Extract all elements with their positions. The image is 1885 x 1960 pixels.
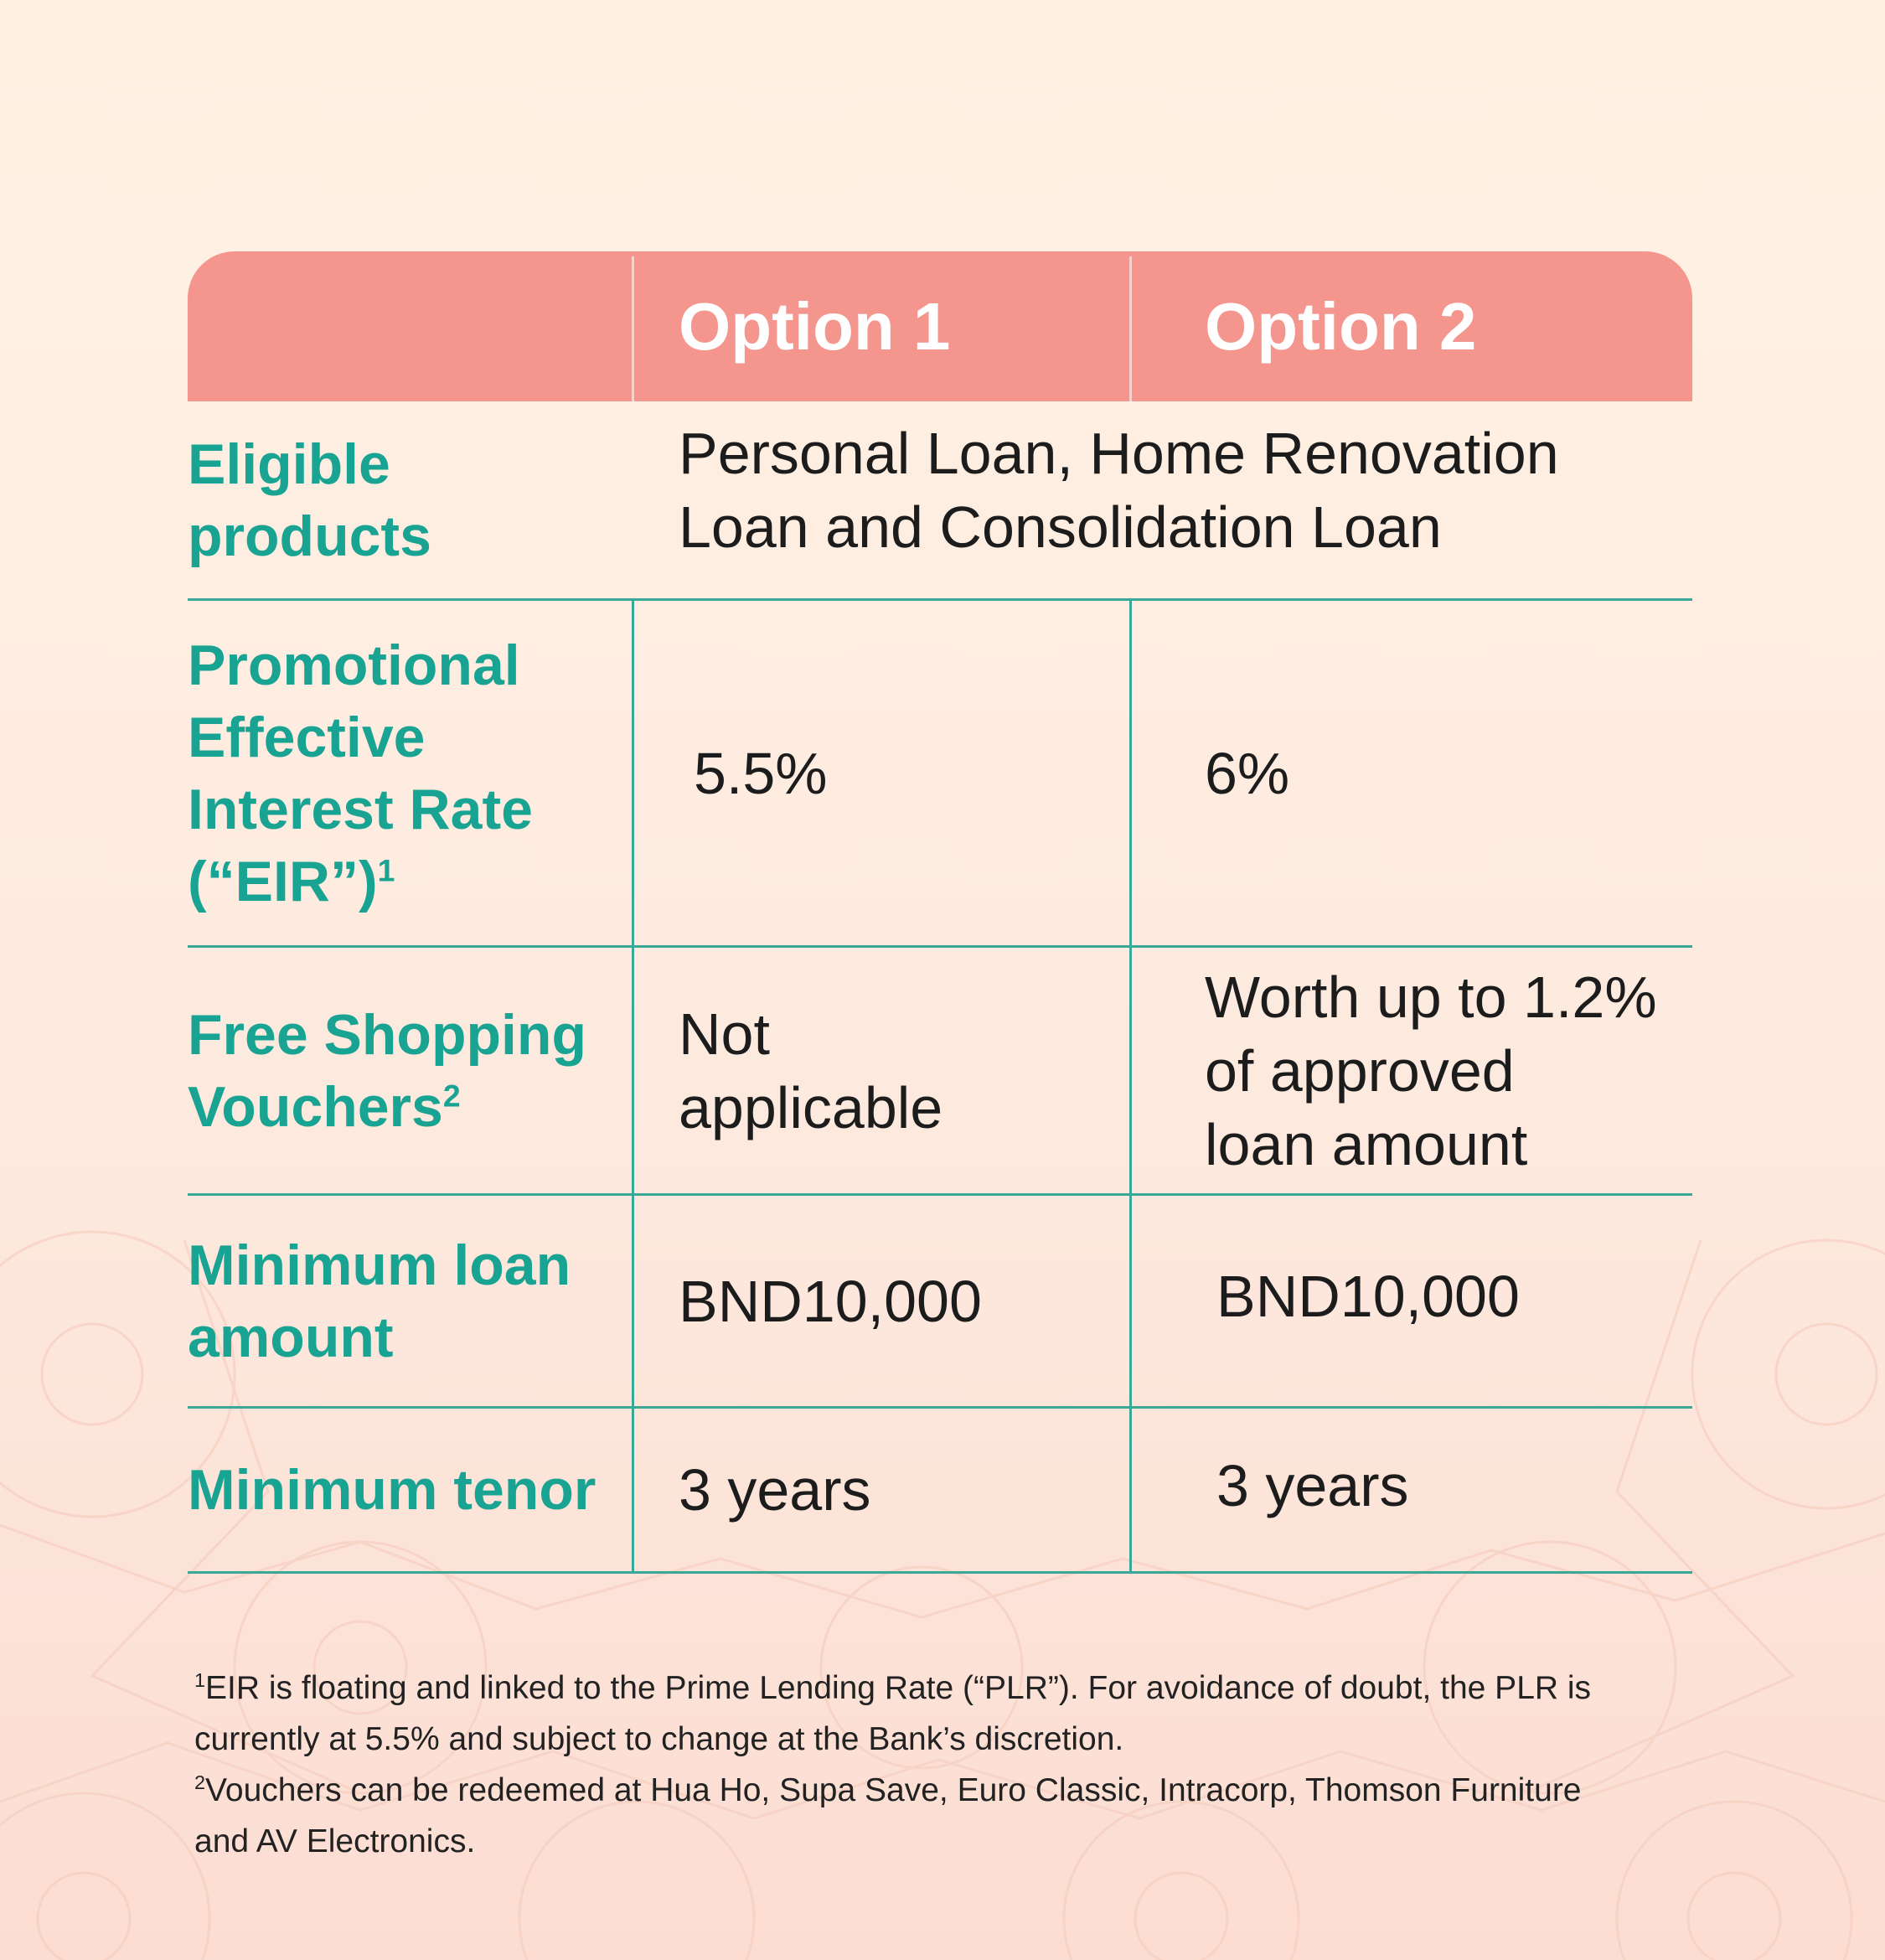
header-option-2: Option 2 bbox=[1205, 288, 1477, 364]
value-min-loan-option-1: BND10,000 bbox=[679, 1268, 982, 1334]
footnote-2-cont: and AV Electronics. bbox=[194, 1823, 476, 1859]
value-min-tenor-option-2: 3 years bbox=[1216, 1453, 1409, 1518]
footnote-ref-2: 2 bbox=[442, 1077, 461, 1113]
footnote-1: $^1$EIR is floating and linked to the Prime Lending Rate (“PLR”). For avoidance of doubt, the PLR is bbox=[194, 1669, 1592, 1706]
row-min-tenor bbox=[188, 1409, 1692, 1574]
label-vouchers: Free Shopping Vouchers$^2$ bbox=[188, 1002, 586, 1139]
header-divider bbox=[1129, 256, 1132, 401]
value-eligible-products: Personal Loan, Home Renovation Loan and Consolidation Loan bbox=[679, 421, 1559, 560]
footnotes bbox=[194, 1663, 1702, 1867]
footnote-2: $^2$Vouchers can be redeemed at Hua Ho, Supa Save, Euro Classic, Intracorp, Thomson Furniture bbox=[194, 1771, 1582, 1808]
table-header bbox=[188, 251, 1692, 401]
label-min-loan: Minimum loan amount bbox=[188, 1233, 571, 1369]
value-min-tenor-option-1: 3 years bbox=[679, 1457, 871, 1523]
value-eir-option-1: 5.5% bbox=[694, 740, 828, 806]
value-eir-option-2: 6% bbox=[1205, 740, 1290, 806]
header-option-1: Option 1 bbox=[679, 288, 951, 364]
row-eligible-products bbox=[188, 401, 1692, 601]
value-min-loan-option-2: BND10,000 bbox=[1216, 1264, 1520, 1329]
footnote-1-cont: currently at 5.5% and subject to change at the Bank’s discretion. bbox=[194, 1721, 1124, 1757]
label-eir: Promotional Effective Interest Rate (“EIR”)$^1$ bbox=[188, 633, 533, 913]
value-vouchers-option-1: Not applicable bbox=[679, 1001, 943, 1140]
label-min-tenor: Minimum tenor bbox=[188, 1458, 596, 1522]
value-vouchers-option-2: Worth up to 1.2% of approved loan amount bbox=[1205, 964, 1657, 1177]
loan-options-table bbox=[188, 251, 1692, 1574]
row-min-loan bbox=[188, 1196, 1692, 1409]
row-vouchers bbox=[188, 948, 1692, 1196]
footnote-ref-1: 1 bbox=[377, 851, 395, 887]
row-eir bbox=[188, 601, 1692, 948]
header-divider bbox=[632, 256, 634, 401]
label-eligible-products: Eligible products bbox=[188, 432, 431, 568]
